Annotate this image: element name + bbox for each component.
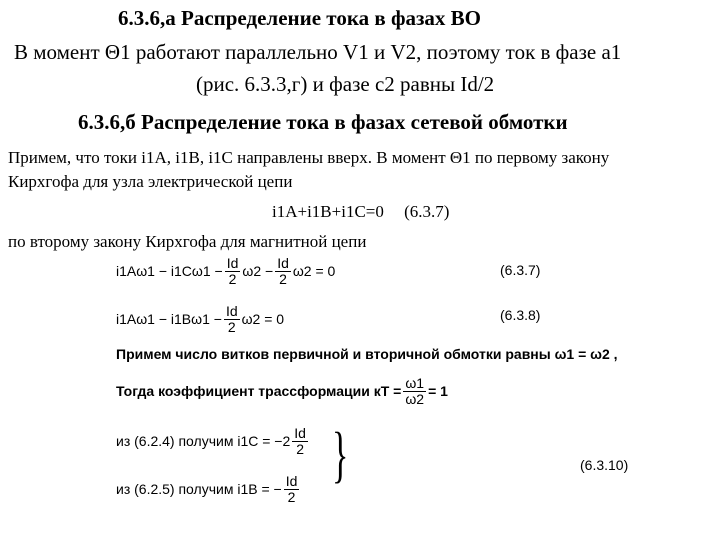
equation-term: ω2 = 0 bbox=[241, 311, 285, 327]
fraction-numerator: ω1 bbox=[405, 374, 425, 391]
equation-term: ω2 = 0 bbox=[292, 263, 336, 279]
fraction-denominator: 2 bbox=[228, 270, 237, 287]
paragraph-b-line2: Кирхгофа для узла электрической цепи bbox=[8, 172, 293, 191]
heading-6-3-6a: 6.3.6,а Распределение тока в фазах ВО bbox=[118, 6, 482, 30]
system-brace: } bbox=[332, 421, 349, 489]
equation-kirchhoff-1 bbox=[272, 202, 449, 222]
fraction-id-over-2 bbox=[275, 256, 291, 286]
paragraph-a-line1: В момент Θ1 работают параллельно V1 и V2, поэтому ток в фазе а1 bbox=[14, 40, 622, 64]
turns-text: Примем число витков первичной и вторичной обмотки равны ω1 = ω2 , bbox=[116, 346, 618, 362]
ratio-label: Тогда коэффициент трассформации кT = bbox=[116, 383, 402, 399]
equation-term: i1Aω1 − i1Cω1 − bbox=[116, 263, 223, 279]
equation-term: из (6.2.5) получим i1B = − bbox=[116, 481, 282, 497]
equation-kirchhoff-1-lhs: i1A+i1B+i1C=0 bbox=[272, 202, 384, 221]
equation-number-6-3-7b: (6.3.7) bbox=[500, 262, 541, 278]
fraction-id-over-2 bbox=[225, 256, 241, 286]
fraction-omega1-over-omega2 bbox=[403, 376, 426, 406]
fraction-numerator: Id bbox=[285, 472, 298, 489]
paragraph-a-line2: (рис. 6.3.3,г) и фазе с2 равны Id/2 bbox=[196, 72, 495, 96]
fraction-denominator: 2 bbox=[296, 440, 304, 457]
equation-term: ω2 − bbox=[242, 263, 274, 279]
fraction-denominator: 2 bbox=[287, 488, 296, 505]
equation-number-6-3-10: (6.3.10) bbox=[580, 457, 629, 473]
fraction-numerator: Id bbox=[277, 254, 289, 271]
equation-term: из (6.2.4) получим i1C = −2 bbox=[116, 433, 291, 449]
equation-magnetic-2 bbox=[116, 296, 284, 342]
paragraph-b-line1: Примем, что токи i1A, i1B, i1C направлены вверх. В момент Θ1 по первому закону bbox=[8, 148, 610, 167]
fraction-id-over-2 bbox=[224, 304, 240, 334]
equation-number-6-3-7a: (6.3.7) bbox=[404, 202, 450, 221]
equation-magnetic-1 bbox=[116, 248, 335, 294]
paragraph-b-line3: по второму закону Кирхгофа для магнитной цепи bbox=[8, 232, 367, 251]
fraction-numerator: Id bbox=[226, 254, 239, 271]
ratio-result: = 1 bbox=[428, 383, 448, 399]
fraction-id-over-2 bbox=[284, 474, 300, 504]
fraction-denominator: 2 bbox=[279, 270, 287, 287]
fraction-denominator: ω2 bbox=[405, 390, 425, 407]
fraction-denominator: 2 bbox=[227, 318, 236, 335]
equation-i1b bbox=[116, 466, 301, 512]
equation-number-6-3-8: (6.3.8) bbox=[500, 307, 541, 323]
fraction-numerator: Id bbox=[294, 424, 306, 441]
fraction-id-over-2 bbox=[292, 426, 308, 456]
equation-term: i1Aω1 − i1Bω1 − bbox=[116, 311, 222, 327]
transformation-ratio bbox=[116, 368, 448, 414]
fraction-numerator: Id bbox=[225, 302, 238, 319]
turns-equal-statement bbox=[116, 346, 618, 362]
equation-i1c bbox=[116, 418, 310, 464]
heading-6-3-6b: 6.3.6,б Распределение тока в фазах сетевой обмотки bbox=[78, 110, 568, 134]
